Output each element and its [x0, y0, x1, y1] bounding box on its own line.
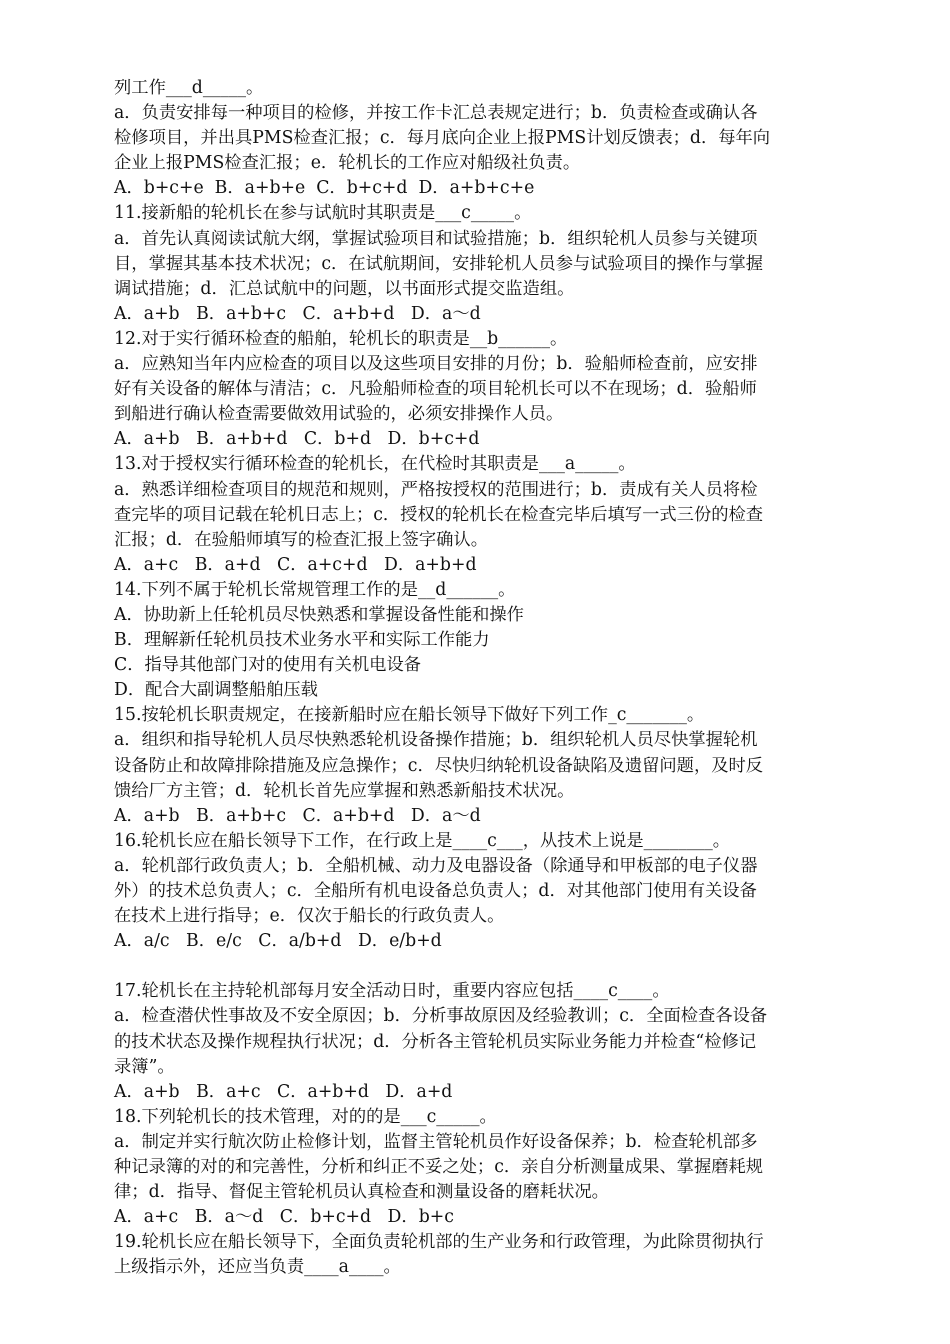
text-line: 上级指示外，还应当负责____a____。 [114, 1257, 401, 1278]
text-line: a．熟悉详细检查项目的规范和规则，严格按授权的范围进行；b．责成有关人员将检 [114, 479, 758, 500]
text-line: 列工作___d_____。 [114, 78, 264, 98]
text-line: a．检查潜伏性事故及不安全原因；b．分析事故原因及经验教训；c．全面检查各设备 [114, 1006, 768, 1027]
text-line: 检修项目，并出具PMS检查汇报；c．每月底向企业上报PMS计划反馈表；d．每年向 [114, 128, 771, 149]
option-d: D．配合大副调整船舶压载 [114, 680, 318, 701]
text-line: 设备防止和故障排除措施及应急操作；c．尽快归纳轮机设备缺陷及遗留问题，及时反 [114, 755, 764, 776]
option-b: B．理解新任轮机员技术业务水平和实际工作能力 [114, 630, 490, 651]
blank-line [114, 954, 838, 979]
question-13: 13.对于授权实行循环检查的轮机长，在代检时其职责是___a_____。 [114, 454, 636, 475]
text-line: a．应熟知当年内应检查的项目以及这些项目安排的月份；b．验船师检查前，应安排 [114, 354, 758, 375]
answer-options: A．a/c B．e/c C．a/b+d D．e/b+d [114, 931, 442, 952]
answer-options: A．a+c B．a+d C．a+c+d D．a+b+d [114, 554, 477, 575]
text-line: 查完毕的项目记载在轮机日志上；c．授权的轮机长在检查完毕后填写一式三份的检查 [114, 504, 764, 525]
question-17: 17.轮机长在主持轮机部每月安全活动日时，重要内容应包括____c____。 [114, 981, 670, 1002]
question-19: 19.轮机长应在船长领导下，全面负责轮机部的生产业务和行政管理，为此除贯彻执行 [114, 1232, 764, 1253]
text-line: 外）的技术总负责人；c．全船所有机电设备总负责人；d．对其他部门使用有关设备 [114, 881, 757, 901]
text-line: a．首先认真阅读试航大纲，掌握试验项目和试验措施；b．组织轮机人员参与关键项 [114, 228, 758, 249]
text-line: 录簿”。 [114, 1056, 175, 1077]
option-c: C．指导其他部门对的使用有关机电设备 [114, 655, 422, 676]
question-16: 16.轮机长应在船长领导下工作，在行政上是____c___，从技术上说是________。 [114, 830, 731, 851]
answer-options: A．a+c B．a～d C．b+c+d D．b+c [114, 1207, 454, 1228]
text-line: 馈给厂方主管；d．轮机长首先应掌握和熟悉新船技术状况。 [114, 780, 575, 801]
answer-options: A．a+b B．a+b+c C．a+b+d D．a～d [114, 805, 481, 826]
answer-options: A．a+b B．a+c C．a+b+d D．a+d [114, 1081, 453, 1102]
text-line: 企业上报PMS检查汇报；e．轮机长的工作应对船级社负责。 [114, 153, 581, 174]
question-15: 15.按轮机长职责规定，在接新船时应在船长领导下做好下列工作_c_______。 [114, 705, 705, 726]
text-line: a．制定并实行航次防止检修计划，监督主管轮机员作好设备保养；b．检查轮机部多 [114, 1131, 758, 1152]
text-line: 到船进行确认检查需要做效用试验的，必须安排操作人员。 [114, 404, 564, 425]
text-line: a．组织和指导轮机人员尽快熟悉轮机设备操作措施；b．组织轮机人员尽快掌握轮机 [114, 730, 758, 751]
option-a: A．协助新上任轮机员尽快熟悉和掌握设备性能和操作 [114, 604, 524, 625]
question-18: 18.下列轮机长的技术管理，对的的是___c_____。 [114, 1106, 497, 1127]
question-11: 11.接新船的轮机长在参与试航时其职责是___c_____。 [114, 203, 532, 224]
answer-options: A．a+b B．a+b+d C．b+d D．b+c+d [114, 429, 480, 450]
text-line: 在技术上进行指导；e．仅次于船长的行政负责人。 [114, 906, 505, 927]
answer-options: A．a+b B．a+b+c C．a+b+d D．a～d [114, 303, 481, 324]
text-line: 调试措施；d．汇总试航中的问题，以书面形式提交监造组。 [114, 278, 575, 299]
text-line: 种记录簿的对的和完善性，分析和纠正不妥之处；c．亲自分析测量成果、掌握磨耗规 [114, 1157, 764, 1178]
text-line: a．负责安排每一种项目的检修，并按工作卡汇总表规定进行；b．负责检查或确认各 [114, 103, 758, 124]
text-line: 好有关设备的解体与清洁；c．凡验船师检查的项目轮机长可以不在现场；d．验船师 [114, 379, 757, 400]
question-12: 12.对于实行循环检查的船舶，轮机长的职责是__b______。 [114, 328, 568, 349]
question-14: 14.下列不属于轮机长常规管理工作的是__d______。 [114, 579, 516, 600]
document-page [114, 76, 838, 1281]
text-line: 律；d．指导、督促主管轮机员认真检查和测量设备的磨耗状况。 [114, 1182, 609, 1203]
text-line: 汇报；d．在验船师填写的检查汇报上签字确认。 [114, 529, 488, 550]
text-line: 目，掌握其基本技术状况；c．在试航期间，安排轮机人员参与试验项目的操作与掌握 [114, 253, 764, 274]
text-line: 的技术状态及操作规程执行状况；d．分析各主管轮机员实际业务能力并检查“检修记 [114, 1031, 757, 1052]
text-line: a．轮机部行政负责人；b．全船机械、动力及电器设备（除通导和甲板部的电子仪器 [114, 855, 758, 876]
answer-options: A．b+c+e B．a+b+e C．b+c+d D．a+b+c+e [114, 178, 535, 199]
